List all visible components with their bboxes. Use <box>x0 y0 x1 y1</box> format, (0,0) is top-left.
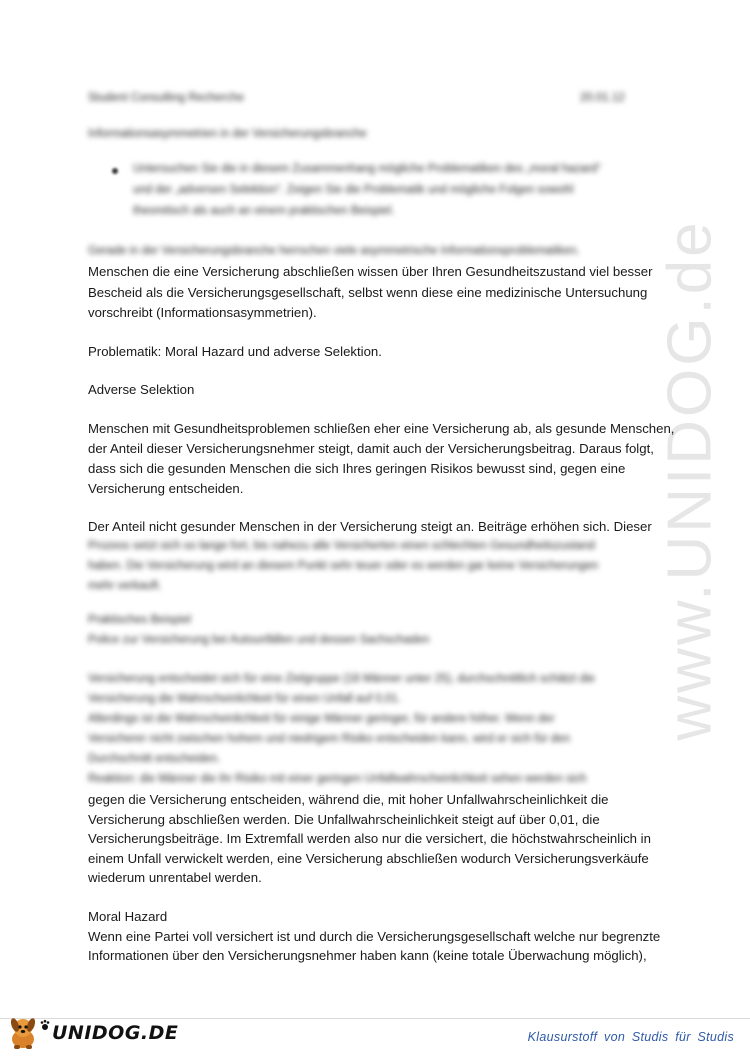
paragraph-line: Prozess setzt sich so lange fort, bis nahezu alle Versicherten einen schlechten Gesundheitszustand <box>88 540 595 552</box>
header-date: 20.01.12 <box>580 92 625 104</box>
bullet-line: theoretisch als auch an einem praktischen Beispiel. <box>133 205 395 217</box>
paragraph-line: Menschen mit Gesundheitsproblemen schließen eher eine Versicherung ab, als gesunde Menschen, <box>88 421 675 436</box>
paragraph-line: Informationen über den Versicherungsnehmer haben kann (keine totale Überwachung möglich), <box>88 948 647 963</box>
paragraph-line: dass sich die gesunden Menschen die sich Ihres geringen Risikos bewusst sind, gegen eine <box>88 461 626 476</box>
paragraph-line: Menschen die eine Versicherung abschließen wissen über Ihren Gesundheitszustand viel besser <box>88 264 653 279</box>
unidog-logo[interactable] <box>6 1013 178 1053</box>
bullet-line: Untersuchen Sie die in diesem Zusammenhang mögliche Problematiken des „moral hazard“ <box>133 163 601 175</box>
paragraph-line: Wenn eine Partei voll versichert ist und durch die Versicherungsgesellschaft welche nur begrenzte <box>88 929 661 944</box>
paragraph-line: haben. Die Versicherung wird an diesem Punkt sehr teuer oder es werden gar keine Versicherungen <box>88 560 599 572</box>
paragraph-line: vorschreibt (Informationsasymmetrien). <box>88 305 317 320</box>
paragraph-line: Versicherung die Wahrscheinlichkeit für einen Unfall auf 0,01. <box>88 693 401 705</box>
problematik-line: Problematik: Moral Hazard und adverse Selektion. <box>88 344 382 359</box>
paragraph-line: gegen die Versicherung entscheiden, während die, mit hoher Unfallwahrscheinlichkeit die <box>88 792 609 807</box>
praktisches-beispiel-subtitle: Police zur Versicherung bei Autounfällen und dessen Sachschaden <box>88 634 430 646</box>
paragraph-line: der Anteil dieser Versicherungsnehmer steigt, damit auch der Versicherungsbeitrag. Daraus folgt, <box>88 441 654 456</box>
praktisches-beispiel-heading: Praktisches Beispiel <box>88 614 191 626</box>
paragraph-line: einem Unfall verwickelt werden, eine Versicherung abschließen wodurch Versicherungsverkäufe <box>88 851 649 866</box>
logo-text: UNIDOG.DE <box>52 1022 179 1044</box>
paw-icon <box>40 1019 50 1031</box>
paragraph-line: Versicherung entscheidet sich für eine Zielgruppe (18 Männer unter 25), durchschnittlich schätzt die <box>88 673 595 685</box>
paragraph-line: mehr verkauft. <box>88 580 162 592</box>
paragraph-line: Allerdings ist die Wahrscheinlichkeit für einige Männer geringer, für andere höher. Wenn der <box>88 713 555 725</box>
moral-hazard-heading: Moral Hazard <box>88 909 168 924</box>
paragraph-line: Durchschnitt entscheiden. <box>88 753 221 765</box>
paragraph-line: Gerade in der Versicherungsbranche herrschen viele asymmetrische Informationsproblematiken. <box>88 245 580 257</box>
paragraph-line: Versicherung abschließen werden. Die Unfallwahrscheinlichkeit steigt auf über 0,01, die <box>88 812 600 827</box>
watermark-text: www.UNIDOG.de <box>655 219 725 741</box>
bullet-line: und der „adversen Selektion“. Zeigen Sie die Problematik und mögliche Folgen sowohl <box>133 184 574 196</box>
paragraph-line: Bescheid als die Versicherungsgesellschaft, selbst wenn diese eine medizinische Untersuchung <box>88 285 648 300</box>
paragraph-line: Versicherungsbeiträge. Im Extremfall werden also nur die versichert, die höchstwahrscheinlich in <box>88 831 651 846</box>
dog-mascot-icon <box>6 1015 40 1051</box>
document-subtitle: Informationsasymmetrien in der Versicherungsbranche <box>88 128 367 140</box>
paragraph-line: Versicherung entscheiden. <box>88 481 244 496</box>
paragraph-line: wiederum unrentabel werden. <box>88 870 262 885</box>
header-title: Student Consulting Recherche <box>88 92 244 104</box>
paragraph-line: Versicherer nicht zwischen hohem und niedrigem Risiko entscheiden kann, wird er sich für den <box>88 733 570 745</box>
footer-tagline: Klausurstoff von Studis für Studis <box>527 1030 734 1044</box>
paragraph-line: Reaktion: die Männer die ihr Risiko mit einer geringen Unfallwahrscheinlichkeit sehen werden sich <box>88 773 587 785</box>
bullet-icon <box>112 168 118 174</box>
adverse-selektion-heading: Adverse Selektion <box>88 382 195 397</box>
paragraph-line: Der Anteil nicht gesunder Menschen in der Versicherung steigt an. Beiträge erhöhen sich. Dieser <box>88 519 652 534</box>
